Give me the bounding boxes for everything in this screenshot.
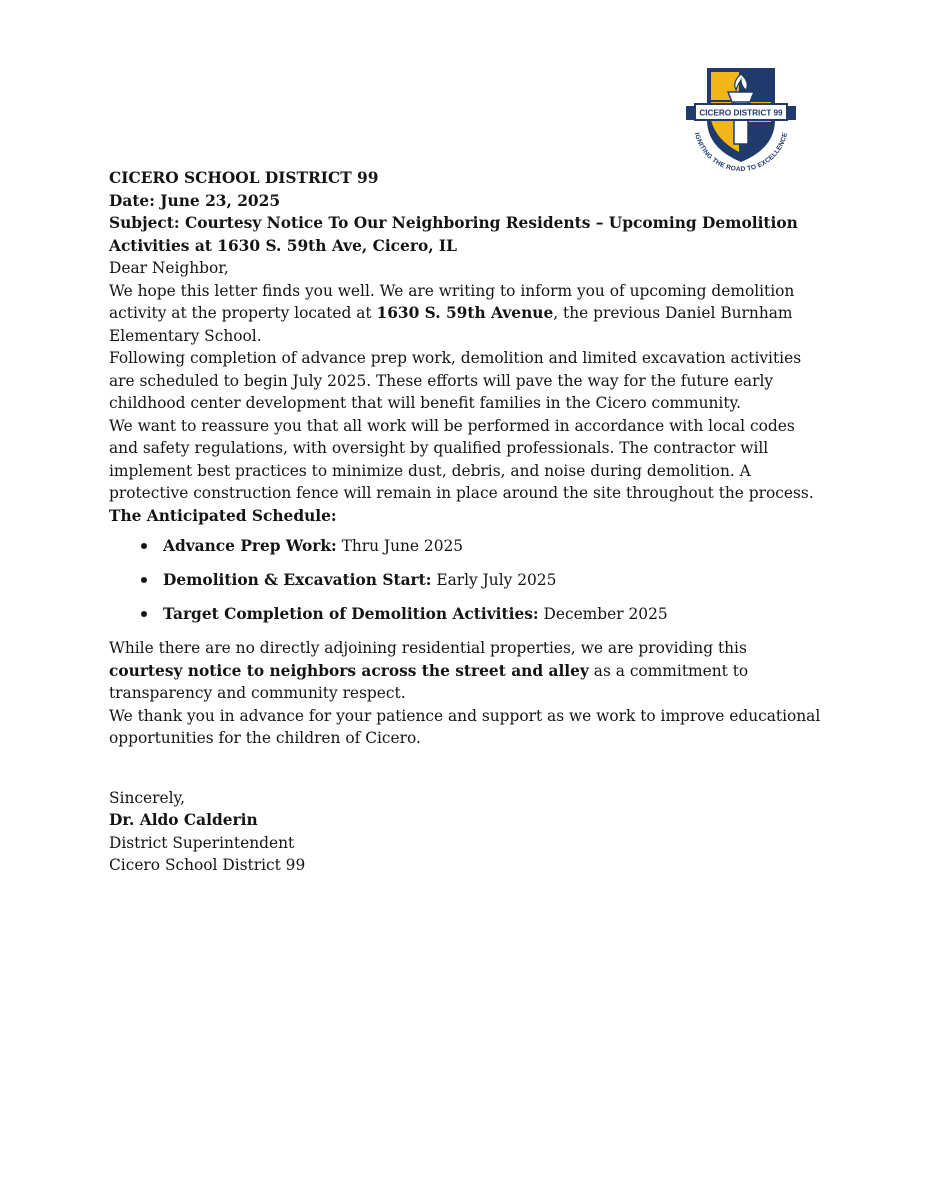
paragraph-courtesy-text-1: While there are no directly adjoining residential properties, we are providing this: [109, 639, 747, 657]
signer-name: Dr. Aldo Calderin: [109, 811, 258, 829]
paragraph-intro: [109, 280, 821, 348]
schedule-item-label: Advance Prep Work:: [163, 537, 337, 555]
schedule-item-value: Thru June 2025: [336, 537, 464, 555]
signer-title: District Superintendent: [109, 833, 295, 852]
closing: Sincerely,: [109, 788, 186, 807]
schedule-item-label: Target Completion of Demolition Activities:: [163, 605, 539, 623]
paragraph-intro-text-2: , the previous Daniel Burnham Elementary School.: [109, 304, 793, 345]
schedule-item: [109, 535, 821, 569]
signer-organization: Cicero School District 99: [109, 856, 306, 874]
schedule-item-value: Early July 2025: [431, 571, 557, 589]
logo-banner-text: CICERO DISTRICT 99: [699, 108, 783, 118]
paragraph-schedule-info: Following completion of advance prep work, demolition and limited excavation activities are scheduled to begin July 2025. These efforts will pave the way for the future early childhood center development that will benefit families in the Cicero community.: [109, 349, 802, 412]
bullet-icon: [141, 577, 147, 583]
paragraph-reassurance: We want to reassure you that all work will be performed in accordance with local codes and safety regulations, with oversight by qualified professionals. The contractor will implement best practices to minimize dust, debris, and noise during demolition. A protective construction fence will remain in place around the site throughout the process.: [109, 416, 814, 502]
schedule-item-value: December 2025: [538, 605, 668, 623]
schedule-title: The Anticipated Schedule:: [109, 506, 337, 525]
paragraph-intro-address: 1630 S. 59th Avenue: [376, 304, 554, 322]
paragraph-courtesy-text-2: as a commitment to transparency and community respect.: [109, 661, 749, 702]
schedule-item-label: Demolition & Excavation Start:: [163, 571, 432, 589]
paragraph-courtesy: [109, 637, 821, 705]
logo-arc-text: IGNITING THE ROAD TO EXCELLENCE: [692, 131, 790, 174]
signature-block: [109, 787, 821, 877]
schedule-list: [109, 535, 821, 637]
schedule-item: [109, 569, 821, 603]
bullet-icon: [141, 611, 147, 617]
bullet-icon: [141, 543, 147, 549]
greeting: Dear Neighbor,: [109, 259, 229, 277]
letter-subject: Subject: Courtesy Notice To Our Neighboring Residents – Upcoming Demolition Activities at 1630 S. 59th Ave, Cicero, IL: [109, 214, 798, 255]
schedule-item: [109, 603, 821, 637]
district-logo: [680, 62, 802, 174]
paragraph-courtesy-bold: courtesy notice to neighbors across the street and alley: [109, 661, 589, 680]
paragraph-thanks: We thank you in advance for your patience and support as we work to improve educational opportunities for the children of Cicero.: [109, 706, 821, 747]
letter-body: [109, 167, 821, 877]
district-heading: CICERO SCHOOL DISTRICT 99: [109, 169, 379, 187]
paragraph-intro-text-1: We hope this letter finds you well. We are writing to inform you of upcoming demolition activity at the property located at: [109, 281, 795, 322]
letter-date: Date: June 23, 2025: [109, 191, 281, 210]
